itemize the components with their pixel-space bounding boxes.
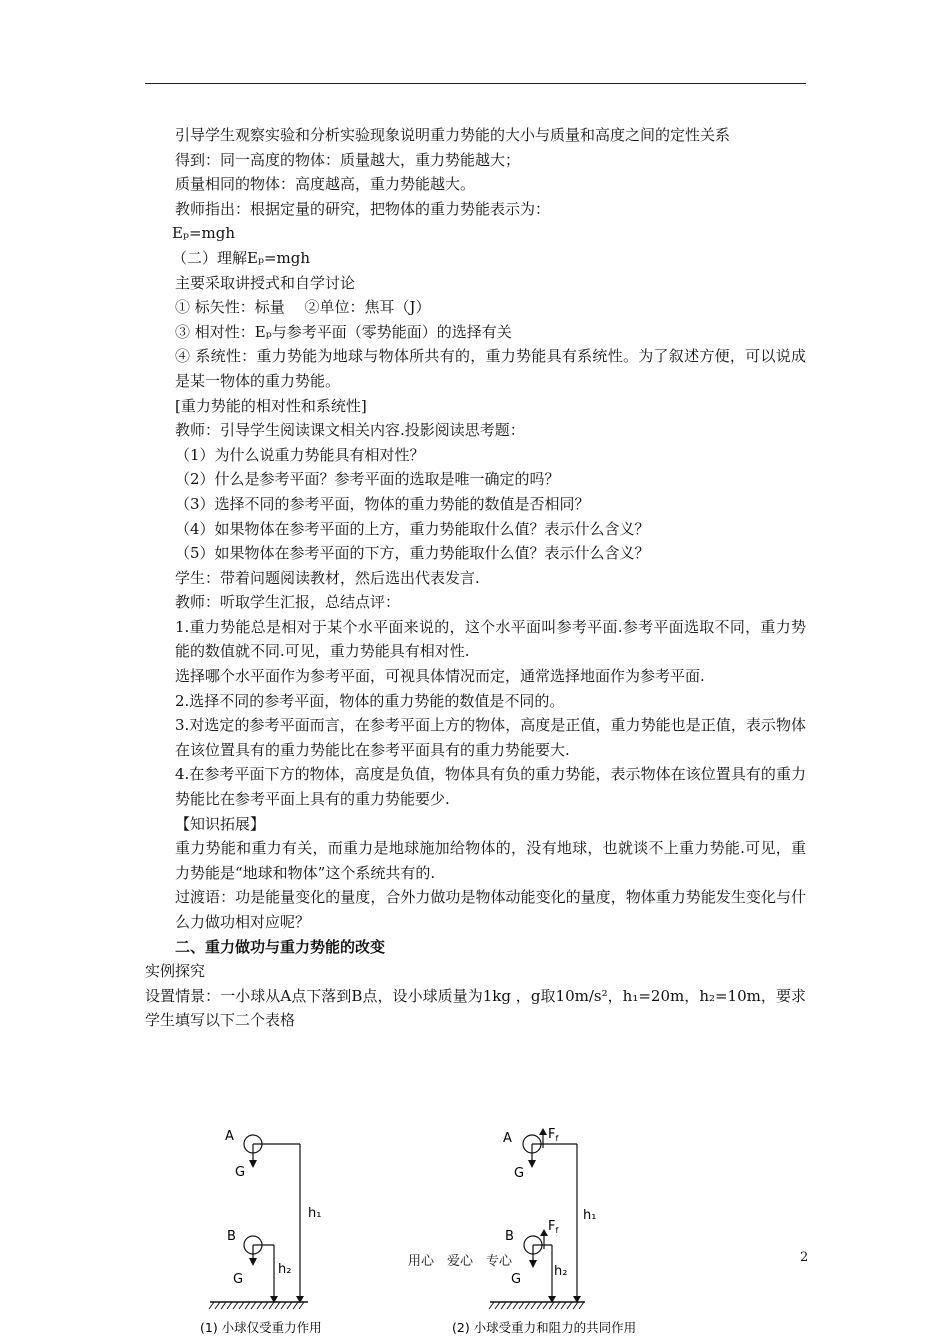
figure-gravity-only [190, 1120, 380, 1340]
paragraph: （3）选择不同的参考平面，物体的重力势能的数值是否相同？ [175, 494, 590, 513]
figure-gravity-and-drag [450, 1120, 710, 1340]
paragraph: 【知识拓展】 [175, 814, 266, 833]
fig2-drag-a-arrowhead [539, 1128, 547, 1135]
paragraph: 设置情景：一小球从A点下落到B点，设小球质量为1kg ，g取10m/s²，h₁=20m，h₂=10m，要求学生填写以下二个表格 [145, 986, 806, 1030]
paragraph: ① 标矢性：标量 ②单位：焦耳（J） [175, 298, 431, 317]
fig2-drag-b-arrowhead [540, 1229, 548, 1236]
paragraph: （4）如果物体在参考平面的上方，重力势能取什么值？表示什么含义？ [175, 519, 650, 538]
paragraph: Eₚ=mgh [172, 224, 236, 243]
paragraph: （1）为什么说重力势能具有相对性？ [175, 445, 425, 464]
paragraph: ④ 系统性：重力势能为地球与物体所共有的，重力势能具有系统性。为了叙述方便，可以说成是某一物体的重力势能。 [175, 347, 806, 390]
fig1-label-g-b: G [233, 1272, 244, 1287]
fig1-gravity-a-arrowhead [249, 1160, 257, 1168]
fig2-caption: (2) 小球受重力和阻力的共同作用 [452, 1320, 637, 1335]
paragraph: （二）理解Eₚ=mgh [172, 248, 311, 267]
fig2-ground-hatching [489, 1302, 584, 1309]
paragraph: [重力势能的相对性和系统性] [175, 396, 367, 415]
fig2-label-g-a: G [514, 1166, 525, 1181]
fig2-label-f-a: $F_f$ [548, 1127, 559, 1143]
paragraph: 主要采取讲授式和自学讨论 [175, 273, 356, 292]
paragraph: 重力势能和重力有关，而重力是地球施加给物体的，没有地球，也就谈不上重力势能.可见，重力势能是“地球和物体”这个系统共有的. [175, 839, 806, 882]
fig2-gravity-b-arrowhead [529, 1260, 537, 1268]
paragraph: 教师：听取学生汇报，总结点评： [175, 593, 401, 612]
header-rule [145, 83, 806, 84]
paragraph: 3.对选定的参考平面而言，在参考平面上方的物体，高度是正值，重力势能也是正值，表示物体在该位置具有的重力势能比在参考平面具有的重力势能要大. [175, 716, 806, 759]
paragraph: 4.在参考平面下方的物体，高度是负值，物体具有负的重力势能，表示物体在该位置具有的重力势能比在参考平面上具有的重力势能要少. [175, 765, 806, 809]
fig2-label-f-b: $F_f$ [548, 1219, 559, 1235]
paragraph: 二、重力做功与重力势能的改变 [175, 937, 386, 956]
paragraph: 选择哪个水平面作为参考平面，可视具体情况而定，通常选择地面作为参考平面. [175, 667, 705, 686]
paragraph: （2）什么是参考平面？参考平面的选取是唯一确定的吗？ [175, 470, 560, 489]
fig2-label-h1: h₁ [583, 1208, 597, 1223]
paragraph: 学生：带着问题阅读教材，然后选出代表发言. [175, 568, 480, 587]
fig2-label-b: B [505, 1229, 514, 1244]
fig2-gravity-a-arrowhead [528, 1160, 536, 1168]
paragraph: 实例探究 [145, 962, 206, 981]
paragraph: 质量相同的物体：高度越高，重力势能越大。 [175, 175, 476, 194]
fig1-ground-hatching [209, 1302, 304, 1309]
paragraph: 教师指出：根据定量的研究，把物体的重力势能表示为： [175, 199, 551, 218]
fig1-caption: (1) 小球仅受重力作用 [200, 1320, 322, 1335]
fig1-label-a: A [225, 1129, 234, 1144]
paragraph: （5）如果物体在参考平面的下方，重力势能取什么值？表示什么含义？ [175, 544, 650, 563]
fig2-label-a: A [503, 1131, 512, 1146]
page-number: 2 [800, 1250, 809, 1265]
footer-motto: 用心 爱心 专心 [408, 1254, 513, 1269]
paragraph: 1.重力势能总是相对于某个水平面来说的，这个水平面叫参考平面.参考平面选取不同，重力势能的数值就不同.可见，重力势能具有相对性. [175, 617, 806, 661]
fig1-gravity-b-arrowhead [249, 1258, 257, 1266]
paragraph: 2.选择不同的参考平面，物体的重力势能的数值是不同的。 [175, 691, 565, 710]
fig1-label-h2: h₂ [278, 1262, 292, 1277]
paragraph: 得到：同一高度的物体：质量越大，重力势能越大； [175, 150, 521, 169]
paragraph: 引导学生观察实验和分析实验现象说明重力势能的大小与质量和高度之间的定性关系 [175, 126, 731, 144]
fig2-label-g-b: G [511, 1272, 522, 1287]
fig1-label-h1: h₁ [308, 1206, 322, 1221]
document-body [145, 123, 806, 1033]
fig1-label-g-a: G [235, 1165, 246, 1180]
paragraph: 过渡语：功是能量变化的量度，合外力做功是物体动能变化的量度，物体重力势能发生变化与什么力做功相对应呢？ [175, 888, 806, 931]
paragraph: ③ 相对性：Eₚ与参考平面（零势能面）的选择有关 [175, 322, 512, 341]
fig1-label-b: B [227, 1229, 236, 1244]
paragraph: 教师：引导学生阅读课文相关内容.投影阅读思考题： [175, 421, 525, 440]
fig2-label-h2: h₂ [554, 1264, 568, 1279]
